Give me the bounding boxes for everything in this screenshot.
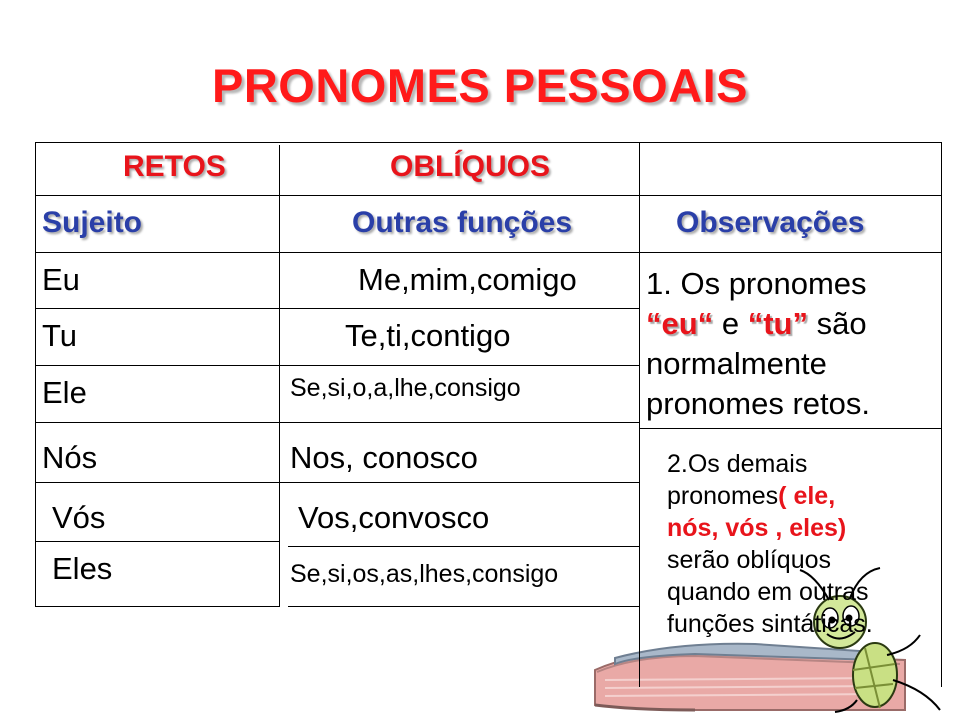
- reto-tu: Tu: [42, 318, 78, 353]
- observation-2-pronomes: pronomes: [667, 482, 779, 510]
- observation-2-line-1: 2.Os demais: [667, 450, 808, 478]
- observation-1: [646, 264, 870, 424]
- table-border-top: [35, 142, 942, 143]
- observation-1-line-3: normalmente: [646, 346, 827, 381]
- observation-1-line-1: 1. Os pronomes: [646, 266, 867, 301]
- highlight-ele: ( ele,: [778, 482, 836, 510]
- row-line: [35, 365, 640, 366]
- reto-eu: Eu: [42, 262, 80, 297]
- reto-ele: Ele: [42, 375, 87, 410]
- row-line: [35, 482, 640, 483]
- table-border-bottom: [288, 606, 640, 607]
- header-obliquos: OBLÍQUOS: [390, 150, 551, 183]
- row-line: [35, 422, 640, 423]
- table-border-right: [941, 142, 942, 687]
- obliquo-tu: Te,ti,contigo: [345, 318, 511, 353]
- row-line: [288, 546, 640, 547]
- observation-1-line-2: [646, 304, 870, 344]
- obliquo-eu: Me,mim,comigo: [358, 262, 577, 297]
- table-border-bottom: [35, 606, 280, 607]
- reto-eles: Eles: [52, 551, 113, 586]
- column-divider-retos: [279, 145, 280, 607]
- observation-2-line-2: [667, 480, 873, 512]
- highlight-nos-vos-eles: nós, vós , eles): [667, 514, 847, 542]
- highlight-eu: “eu“: [646, 306, 714, 341]
- observation-2-line-6: funções sintáticas.: [667, 610, 873, 638]
- reto-vos: Vós: [52, 500, 106, 535]
- page-title: PRONOMES PESSOAIS: [211, 59, 749, 112]
- row-line: [35, 541, 280, 542]
- obliquo-nos: Nos, conosco: [290, 440, 478, 475]
- row-line: [35, 195, 942, 196]
- word-sao: são: [816, 306, 867, 341]
- observation-1-line-4: pronomes retos.: [646, 386, 870, 421]
- word-e: e: [721, 306, 740, 341]
- observation-2-line-4: serão oblíquos: [667, 546, 832, 574]
- row-line: [35, 308, 640, 309]
- subheader-observacoes: Observações: [676, 206, 865, 239]
- observation-2-line-5: quando em outras: [667, 578, 869, 606]
- subheader-outras-funcoes: Outras funções: [352, 206, 573, 239]
- row-line: [35, 252, 942, 253]
- observation-2: [667, 448, 873, 640]
- reto-nos: Nós: [42, 440, 98, 475]
- header-retos: RETOS: [123, 150, 226, 183]
- table-border-left: [35, 142, 36, 607]
- row-line: [640, 428, 942, 429]
- obliquo-eles: Se,si,os,as,lhes,consigo: [290, 560, 559, 588]
- obliquo-ele: Se,si,o,a,lhe,consigo: [290, 374, 521, 402]
- obliquo-vos: Vos,convosco: [298, 500, 490, 535]
- subheader-sujeito: Sujeito: [42, 206, 143, 239]
- highlight-tu: “tu”: [747, 306, 808, 341]
